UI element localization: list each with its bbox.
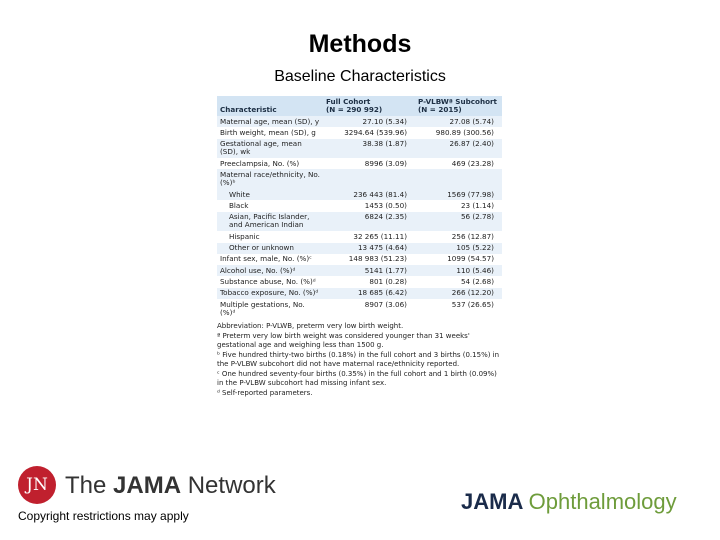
row-label: Substance abuse, No. (%)ᵈ: [220, 276, 316, 286]
header-pvlbw-subcohort: P-VLBWª Subcohort (N = 2015): [418, 97, 497, 114]
row-label: Black: [229, 200, 249, 210]
table-row: [217, 116, 502, 127]
row-label: Multiple gestations, No. (%)ᵈ: [220, 299, 305, 317]
footnote: ᵇ Five hundred thirty-two births (0.18%) in the full cohort and 3 births (0.15%) in the P-VLBW subcohort did not have maternal race/ethnicity reported.: [217, 350, 500, 368]
table-row: [217, 254, 502, 265]
table-row: [217, 243, 502, 254]
table-row: [217, 212, 502, 232]
cell-full-cohort: 13 475 (4.64): [357, 243, 407, 253]
table-row: [217, 288, 502, 299]
table-row: [217, 139, 502, 159]
cell-subcohort: 1099 (54.57): [447, 254, 494, 264]
jama-network-wordmark: The JAMA Network: [65, 472, 276, 499]
row-label: Maternal race/ethnicity, No. (%)ᵇ: [220, 169, 320, 188]
cell-full-cohort: 38.38 (1.87): [362, 139, 407, 149]
cell-subcohort: 23 (1.14): [460, 200, 494, 210]
cell-subcohort: 266 (12.20): [451, 288, 494, 298]
cell-subcohort: 56 (2.78): [460, 212, 494, 222]
cell-full-cohort: 5141 (1.77): [364, 265, 407, 275]
row-label: Other or unknown: [229, 243, 294, 253]
table-header-row: [217, 96, 502, 116]
cell-subcohort: 105 (5.22): [456, 243, 494, 253]
row-label: Tobacco exposure, No. (%)ᵈ: [220, 288, 319, 298]
footnote: Abbreviation: P-VLWB, preterm very low birth weight.: [217, 321, 404, 330]
table-row: [217, 169, 502, 189]
cell-subcohort: 26.87 (2.40): [449, 139, 494, 149]
slide-title: Methods: [308, 30, 412, 58]
footnote: ª Preterm very low birth weight was considered younger than 31 weeks' gestational age and weighing less than 1500 g.: [217, 331, 470, 349]
row-label: Infant sex, male, No. (%)ᶜ: [220, 254, 312, 264]
cell-full-cohort: [323, 169, 415, 189]
table-row: [217, 276, 502, 287]
baseline-characteristics-table: [217, 96, 502, 456]
table-row: [217, 299, 502, 319]
table-row: [217, 189, 502, 200]
cell-full-cohort: 27.10 (5.34): [362, 116, 407, 126]
cell-full-cohort: 3294.64 (539.96): [344, 127, 407, 137]
table-row: [217, 127, 502, 138]
cell-full-cohort: 32 265 (11.11): [353, 231, 407, 241]
slide-subtitle: Baseline Characteristics: [274, 68, 446, 85]
header-characteristic: Characteristic: [220, 105, 277, 114]
cell-full-cohort: 236 443 (81.4): [353, 189, 407, 199]
journal-name: JAMA Ophthalmology: [461, 489, 677, 514]
jama-network-logo-icon: JN: [18, 466, 56, 504]
row-label: Maternal age, mean (SD), y: [220, 116, 320, 126]
cell-subcohort: 537 (26.65): [451, 299, 494, 309]
footnote: ᵈ Self-reported parameters.: [217, 388, 313, 397]
cell-subcohort: 54 (2.68): [460, 276, 494, 286]
cell-subcohort: [415, 169, 502, 189]
table-footnotes: [217, 322, 502, 398]
row-label: Asian, Pacific Islander, and American Indian: [229, 212, 310, 230]
cell-subcohort: 980.89 (300.56): [435, 127, 494, 137]
cell-full-cohort: 8996 (3.09): [364, 158, 407, 168]
cell-full-cohort: 801 (0.28): [369, 276, 407, 286]
row-label: Birth weight, mean (SD), g: [220, 127, 316, 137]
cell-subcohort: 469 (23.28): [451, 158, 494, 168]
row-label: Preeclampsia, No. (%): [220, 158, 300, 168]
cell-full-cohort: 18 685 (6.42): [357, 288, 407, 298]
cell-subcohort: 1569 (77.98): [447, 189, 494, 199]
row-label: Gestational age, mean (SD), wk: [220, 139, 302, 157]
row-label: Hispanic: [229, 231, 260, 241]
cell-full-cohort: 148 983 (51.23): [348, 254, 407, 264]
cell-full-cohort: 1453 (0.50): [364, 200, 407, 210]
cell-full-cohort: 8907 (3.06): [364, 299, 407, 309]
cell-full-cohort: 6824 (2.35): [364, 212, 407, 222]
table-row: [217, 200, 502, 211]
copyright-notice: Copyright restrictions may apply: [18, 509, 189, 523]
cell-subcohort: 256 (12.87): [451, 231, 494, 241]
header-full-cohort: Full Cohort (N = 290 992): [326, 97, 383, 114]
table-row: [217, 231, 502, 242]
row-label: White: [229, 189, 250, 199]
table-row: [217, 158, 502, 169]
row-label: Alcohol use, No. (%)ᵈ: [220, 265, 296, 275]
table-row: [217, 265, 502, 276]
cell-subcohort: 27.08 (5.74): [449, 116, 494, 126]
footnote: ᶜ One hundred seventy-four births (0.35%) in the full cohort and 1 birth (0.09%) in the P-VLBW subcohort had missing infant sex.: [217, 369, 497, 387]
cell-subcohort: 110 (5.46): [456, 265, 494, 275]
